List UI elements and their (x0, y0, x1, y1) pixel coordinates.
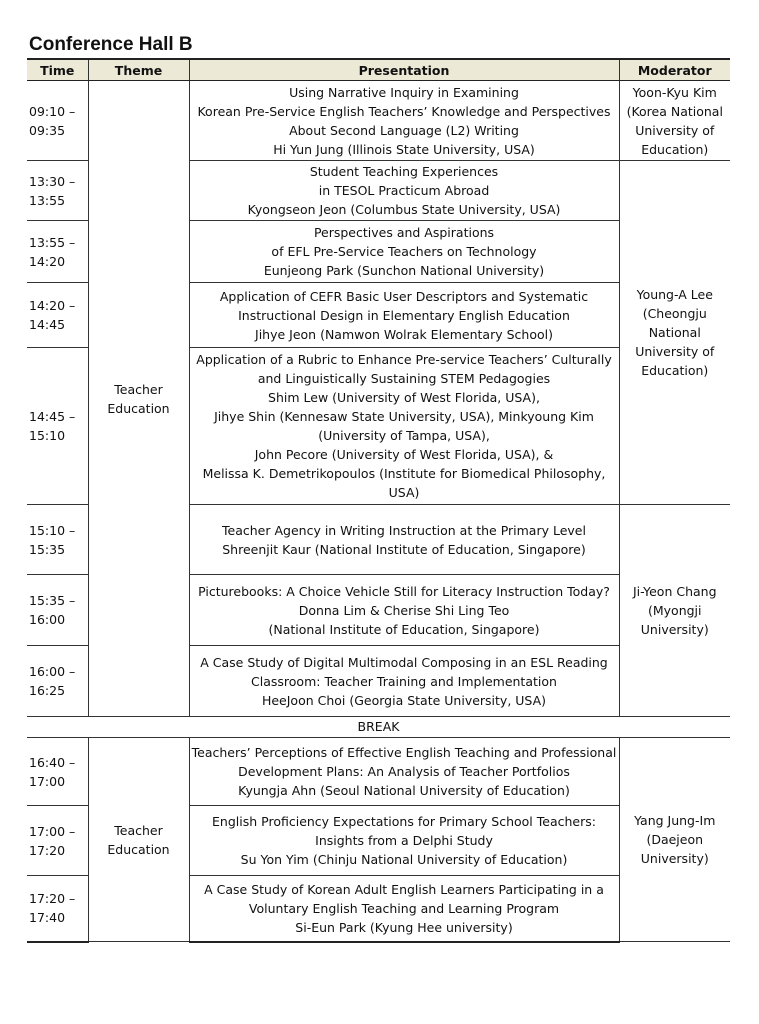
presentation-line: in TESOL Practicum Abroad (318, 183, 490, 198)
presenter-line: Donna Lim & Cherise Shi Ling Teo (298, 602, 510, 618)
session-presentation (189, 161, 619, 221)
session-time: 15:35 – 16:00 (27, 575, 88, 646)
break-label: BREAK (27, 717, 730, 738)
presenter-line: Su Yon Yim (Chinju National University of Education) (240, 852, 568, 867)
session-presentation (189, 283, 619, 348)
header-time: Time (27, 59, 88, 81)
session-presentation (189, 575, 619, 646)
presenter-line: Hi Yun Jung (Illinois State University, USA) (273, 141, 535, 157)
presenter-line: Jihye Jeon (Namwon Wolrak Elementary School) (255, 326, 553, 342)
session-presentation (189, 738, 619, 806)
presentation-line: About Second Language (L2) Writing (289, 122, 519, 138)
presentation-line: Teacher Agency in Writing Instruction at the Primary Level (222, 522, 586, 538)
presentation-line: Picturebooks: A Choice Vehicle Still for Literacy Instruction Today? (198, 583, 610, 599)
page-title: Conference Hall B (29, 34, 193, 55)
presenter-line: (National Institute of Education, Singapore) (268, 621, 540, 637)
presentation-line: A Case Study of Digital Multimodal Composing in an ESL Reading Classroom: Teacher Training and Implementation (200, 654, 608, 689)
session-time: 13:30 – 13:55 (27, 161, 88, 221)
session-presentation (189, 221, 619, 283)
session-time: 17:00 – 17:20 (27, 806, 88, 876)
session-presentation (189, 81, 619, 161)
presenter-line: John Pecore (University of West Florida, USA), & (254, 447, 554, 462)
session-presentation (189, 505, 619, 575)
presenter-line: Shreenjit Kaur (National Institute of Education, Singapore) (222, 541, 586, 557)
presenter-line: Kyongseon Jeon (Columbus State University, USA) (247, 202, 561, 217)
session-time: 14:20 – 14:45 (27, 283, 88, 348)
session-presentation (189, 348, 619, 505)
session-time: 16:40 – 17:00 (27, 738, 88, 806)
session-time: 15:10 – 15:35 (27, 505, 88, 575)
header-presentation: Presentation (189, 59, 619, 81)
presentation-line: Korean Pre-Service English Teachers’ Knowledge and Perspectives (197, 103, 611, 119)
presenter-line: Eunjeong Park (Sunchon National University) (263, 263, 545, 278)
presentation-line: English Proficiency Expectations for Primary School Teachers: Insights from a Delphi Study (212, 814, 596, 848)
presenter-line: HeeJoon Choi (Georgia State University, USA) (261, 692, 547, 708)
presentation-line: Application of a Rubric to Enhance Pre-service Teachers’ Culturally and Linguistically Sustaining STEM Pedagogies (196, 352, 612, 386)
session-moderator: Young-A Lee (Cheongju National University of Education) (619, 161, 730, 505)
break-row (27, 717, 730, 738)
session-moderator: Ji-Yeon Chang (Myongji University) (619, 505, 730, 717)
schedule-table (27, 58, 730, 943)
session-moderator: Yoon-Kyu Kim (Korea National University of Education) (619, 81, 730, 161)
presenter-line: Si-Eun Park (Kyung Hee university) (295, 919, 513, 935)
session-time: 16:00 – 16:25 (27, 646, 88, 717)
session-row (27, 81, 730, 161)
presenter-line: Kyungja Ahn (Seoul National University of Education) (238, 783, 570, 798)
presenter-line: Jihye Shin (Kennesaw State University, USA), Minkyoung Kim (University of Tampa, USA), (214, 409, 594, 443)
header-moderator: Moderator (619, 59, 730, 81)
session-moderator: Yang Jung-Im (Daejeon University) (619, 738, 730, 942)
session-theme: Teacher Education (88, 738, 189, 942)
presentation-line: Perspectives and Aspirations (313, 225, 495, 240)
presenter-line: Melissa K. Demetrikopoulos (Institute for Biomedical Philosophy, USA) (202, 466, 606, 500)
session-presentation (189, 806, 619, 876)
session-presentation (189, 876, 619, 942)
session-theme: Teacher Education (88, 81, 189, 717)
session-time: 13:55 – 14:20 (27, 221, 88, 283)
session-time: 14:45 – 15:10 (27, 348, 88, 505)
session-presentation (189, 646, 619, 717)
header-row (27, 59, 730, 81)
session-row (27, 738, 730, 806)
header-theme: Theme (88, 59, 189, 81)
presentation-line: Application of CEFR Basic User Descriptors and Systematic Instructional Design in Elementary English Education (219, 288, 589, 323)
presenter-line: Shim Lew (University of West Florida, USA), (268, 390, 540, 405)
presentation-line: Student Teaching Experiences (309, 164, 499, 179)
session-time: 17:20 – 17:40 (27, 876, 88, 942)
presentation-line: Using Narrative Inquiry in Examining (289, 84, 519, 100)
session-time: 09:10 – 09:35 (27, 81, 88, 161)
presentation-line: Teachers’ Perceptions of Effective English Teaching and Professional Development Plans: An Analysis of Teacher Portfolios (191, 745, 617, 779)
presentation-line: A Case Study of Korean Adult English Learners Participating in a Voluntary English Teaching and Learning Program (204, 881, 604, 916)
presentation-line: of EFL Pre-Service Teachers on Technology (271, 244, 537, 259)
